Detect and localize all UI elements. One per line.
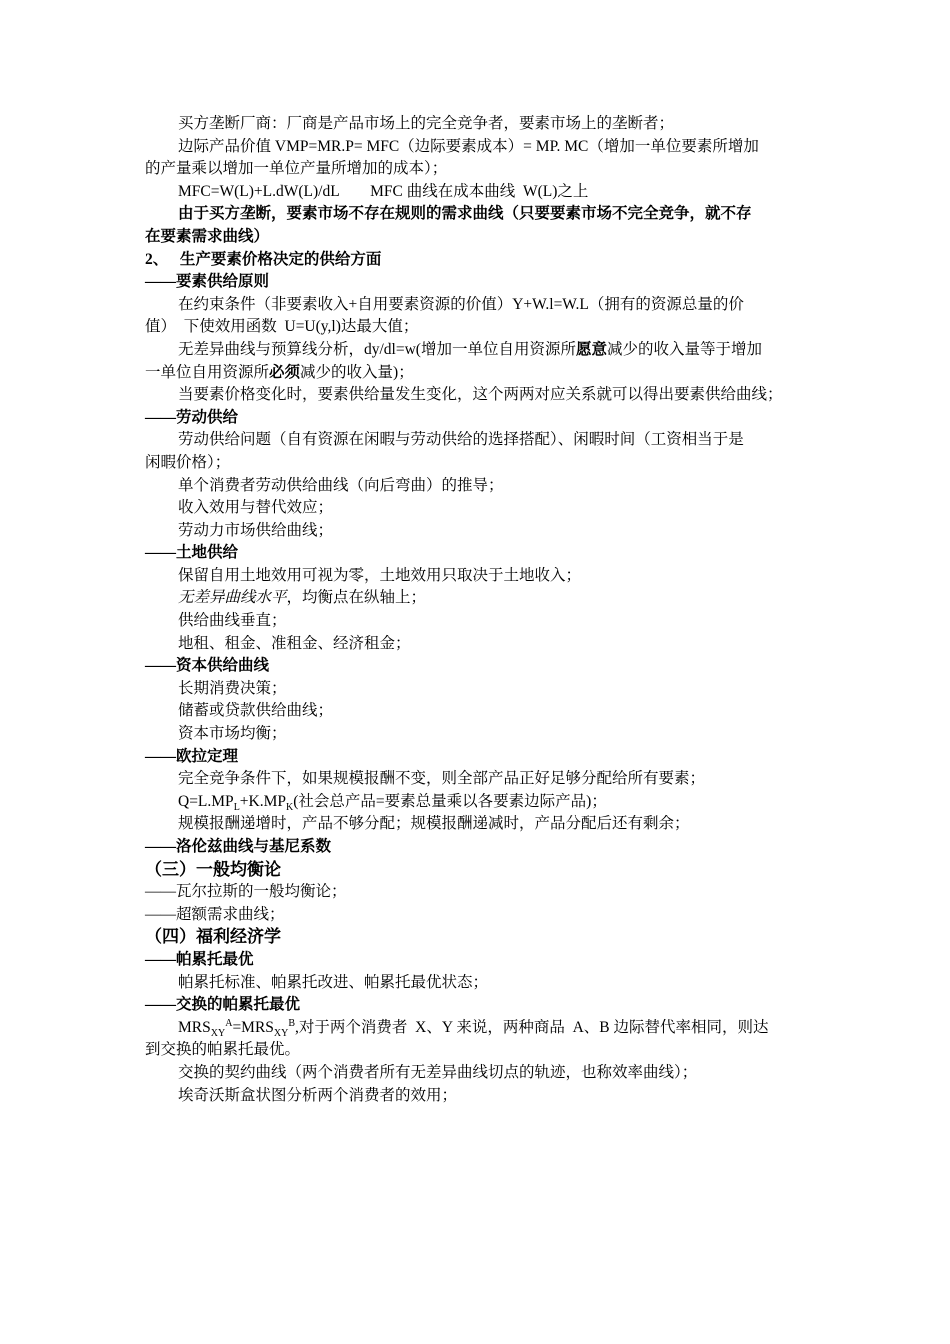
paragraph-line: 完全竞争条件下，如果规模报酬不变，则全部产品正好足够分配给所有要素； xyxy=(178,770,706,788)
text: ，均衡点在纵轴上； xyxy=(286,589,427,607)
formula-line xyxy=(145,1017,810,1040)
paragraph-line: 劳动力市场供给曲线； xyxy=(178,521,334,539)
subsection-heading: ——洛伦兹曲线与基尼系数 xyxy=(145,838,332,855)
bold-statement: 由于买方垄断，要素市场不存在规则的需求曲线（只要要素市场不完全竞争，就不存 xyxy=(178,205,752,223)
bold-text: 必须 xyxy=(269,363,301,381)
paragraph-line: 劳动供给问题（自有资源在闲暇与劳动供给的选择搭配）、闲暇时间（工资相当于是 xyxy=(178,431,744,449)
subscript: L xyxy=(233,801,240,813)
subsection-heading: ——欧拉定理 xyxy=(145,747,239,765)
paragraph-line: 储蓄或贷款供给曲线； xyxy=(178,702,334,720)
text: 减少的收入量)； xyxy=(300,363,414,381)
list-item: ——超额需求曲线； xyxy=(145,905,285,923)
text: MRS xyxy=(178,1018,211,1036)
subsection-heading: ——土地供给 xyxy=(145,544,239,562)
chapter-heading: （三）一般均衡论 xyxy=(145,859,281,879)
paragraph-line: 交换的契约曲线（两个消费者所有无差异曲线切点的轨迹，也称效率曲线）； xyxy=(178,1063,698,1081)
paragraph-line: 在约束条件（非要素收入+自用要素资源的价值）Y+W.l=W.L（拥有的资源总量的价 xyxy=(178,295,744,313)
paragraph-line xyxy=(145,362,810,385)
paragraph-line: 收入效用与替代效应； xyxy=(178,499,334,517)
text: 一单位自用资源所 xyxy=(145,363,270,381)
section-heading: 2、 生产要素价格决定的供给方面 xyxy=(145,250,382,268)
paragraph-line: 长期消费决策； xyxy=(178,679,287,697)
paragraph-line: 规模报酬递增时，产品不够分配；规模报酬递减时，产品分配后还有剩余； xyxy=(178,815,690,833)
document-body xyxy=(145,113,810,1107)
paragraph-line xyxy=(145,339,810,362)
paragraph-line: 的产量乘以增加一单位产量所增加的成本）； xyxy=(145,160,448,178)
subsection-heading: ——交换的帕累托最优 xyxy=(145,996,301,1014)
paragraph-line: 埃奇沃斯盒状图分析两个消费者的效用； xyxy=(178,1086,458,1104)
superscript: A xyxy=(225,1017,233,1029)
paragraph-line: 当要素价格变化时，要素供给量发生变化，这个两两对应关系就可以得出要素供给曲线； xyxy=(178,386,783,404)
paragraph-line: 边际产品价值 VMP=MR.P= MFC（边际要素成本）= MP. MC（增加一单位要素所增加 xyxy=(178,137,759,155)
chapter-heading: （四）福利经济学 xyxy=(145,927,281,947)
subsection-heading: ——要素供给原则 xyxy=(145,273,270,291)
text: +K.MP xyxy=(239,792,287,810)
list-item: ——瓦尔拉斯的一般均衡论； xyxy=(145,883,347,901)
subsection-heading: ——劳动供给 xyxy=(145,408,239,426)
formula-line: MFC=W(L)+L.dW(L)/dL MFC 曲线在成本曲线 W(L)之上 xyxy=(178,182,589,200)
text: 减少的收入量等于增加 xyxy=(606,340,762,358)
paragraph-line: 闲暇价格）； xyxy=(145,453,231,471)
text: (社会总产品=要素总量乘以各要素边际产品)； xyxy=(293,792,607,810)
paragraph-line: 帕累托标准、帕累托改进、帕累托最优状态； xyxy=(178,973,489,991)
paragraph-line: 单个消费者劳动供给曲线（向后弯曲）的推导； xyxy=(178,476,504,494)
subscript: XY xyxy=(273,1027,289,1039)
text: 无差异曲线与预算线分析，dy/dl=w(增加一单位自用资源所 xyxy=(178,340,576,358)
paragraph-line xyxy=(145,587,810,610)
paragraph-line: 保留自用土地效用可视为零，土地效用只取决于土地收入； xyxy=(178,566,582,584)
bold-text: 愿意 xyxy=(575,340,607,358)
superscript: B xyxy=(288,1017,296,1029)
paragraph-line: 供给曲线垂直； xyxy=(178,612,287,630)
paragraph-line: 资本市场均衡； xyxy=(178,725,287,743)
subscript: K xyxy=(286,801,294,813)
paragraph-line: 地租、租金、准租金、经济租金； xyxy=(178,634,411,652)
text: ,对于两个消费者 X、Y 来说，两种商品 A、B 边际替代率相同，则达 xyxy=(295,1018,769,1036)
italic-text: 无差异曲线水平 xyxy=(178,589,287,607)
text: =MRS xyxy=(232,1018,274,1036)
formula-line xyxy=(145,791,810,814)
paragraph-line: 值） 下使效用函数 U=U(y,l)达最大值； xyxy=(145,318,419,336)
subsection-heading: ——帕累托最优 xyxy=(145,950,254,968)
text: Q=L.MP xyxy=(178,792,234,810)
subscript: XY xyxy=(210,1027,226,1039)
subsection-heading: ——资本供给曲线 xyxy=(145,657,270,675)
paragraph-line: 买方垄断厂商：厂商是产品市场上的完全竞争者，要素市场上的垄断者； xyxy=(178,115,675,132)
paragraph-line: 到交换的帕累托最优。 xyxy=(145,1041,301,1059)
bold-statement: 在要素需求曲线） xyxy=(145,227,270,245)
